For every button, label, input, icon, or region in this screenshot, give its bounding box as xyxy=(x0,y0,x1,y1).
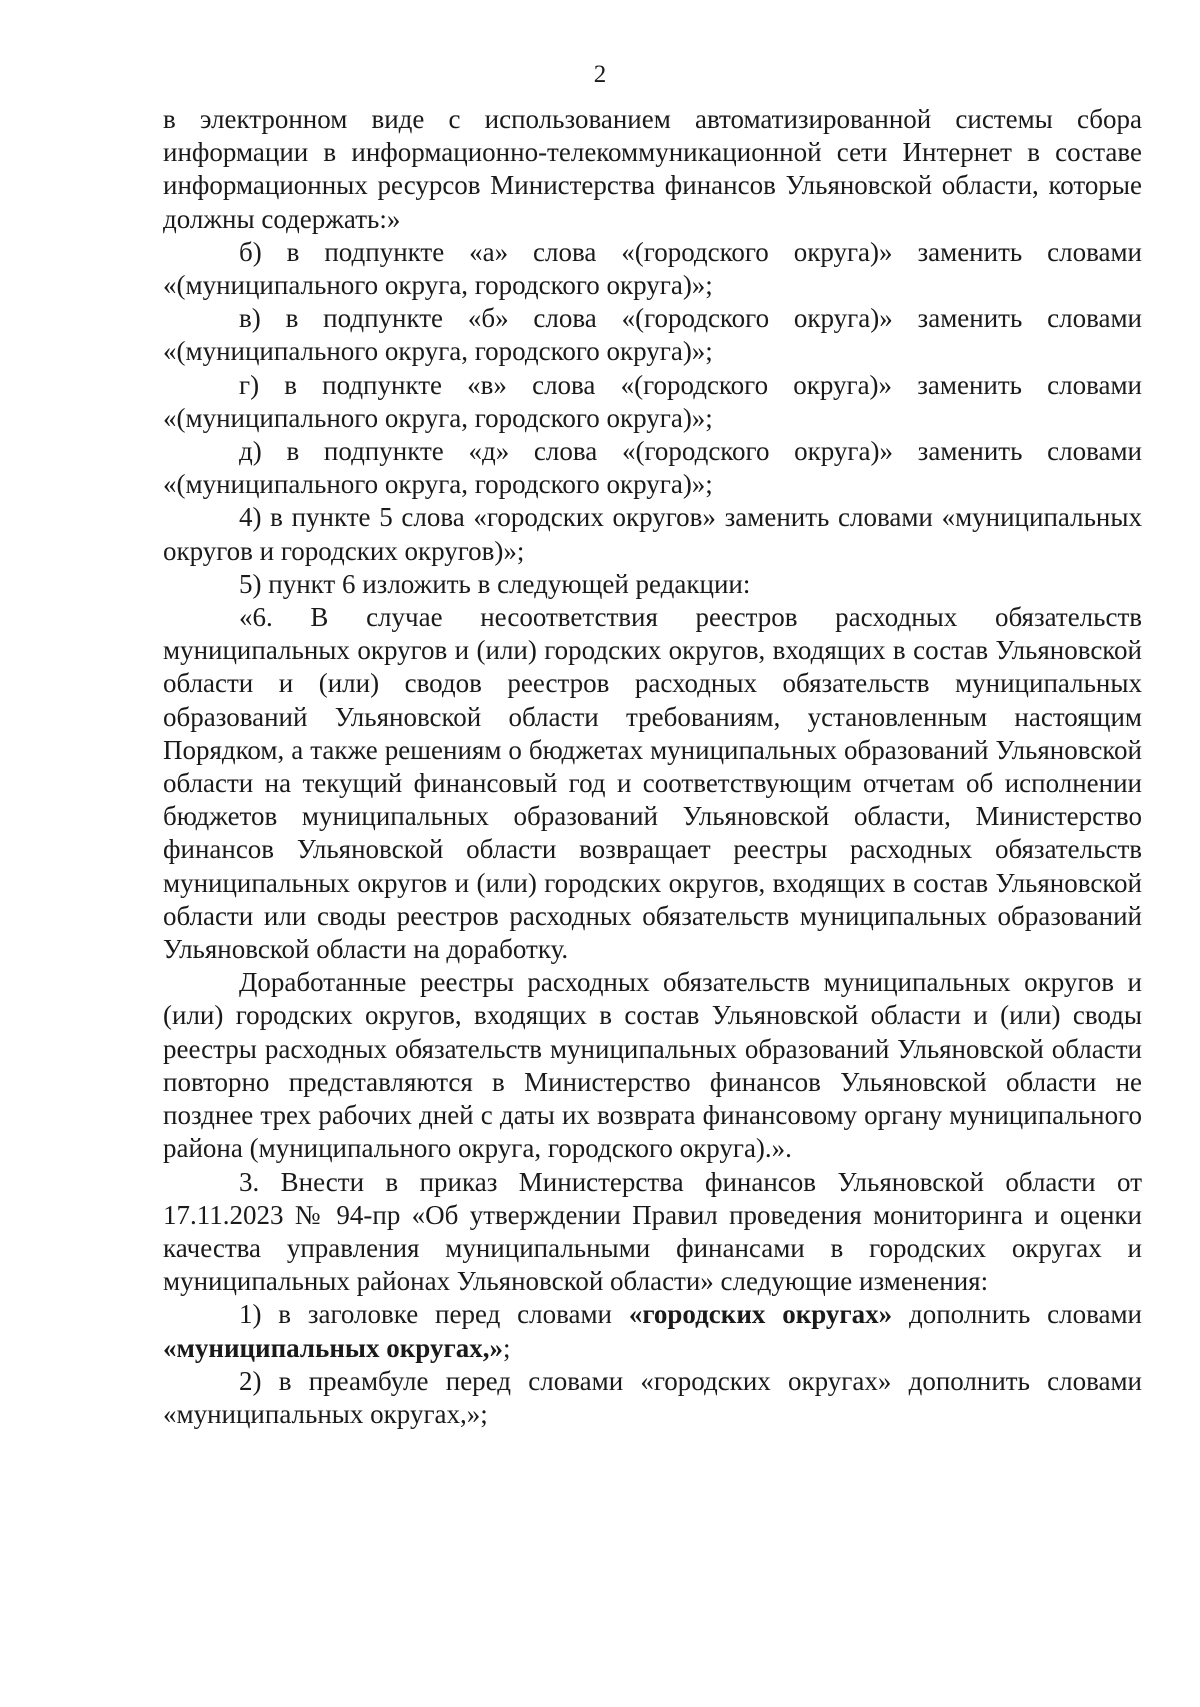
paragraph-subitem-d: д) в подпункте «д» слова «(городского округа)» заменить словами «(муниципального округа, городского округа)»; xyxy=(163,436,1142,500)
paragraph-clause-6: «6. В случае несоответствия реестров расходных обязательств муниципальных округов и (или) городских округов, входящих в состав Ульяновской области и (или) сводов реестров расходных обязательств муниципальных образований Ульяновской области требованиям, установленным настоящим Порядком, а также решениям о бюджетах муниципальных образований Ульяновской области на текущий финансовый год и соответствующим отчетам об исполнении бюджетов муниципальных образований Ульяновской области, Министерство финансов Ульяновской области возвращает реестры расходных обязательств муниципальных округов и (или) городских округов, входящих в состав Ульяновской области или своды реестров расходных обязательств муниципальных образований Ульяновской области на доработку. xyxy=(163,602,1142,965)
bold-text-run: «муниципальных округах,» xyxy=(163,1332,503,1363)
paragraph-item-5: 5) пункт 6 изложить в следующей редакции: xyxy=(239,568,751,599)
paragraph-item-3: 3. Внести в приказ Министерства финансов Ульяновской области от 17.11.2023 № 94-пр «Об утверждении Правил проведения мониторинга и оценки качества управления муниципальными финансами в городских округах и муниципальных районах Ульяновской области» следующие изменения: xyxy=(163,1166,1142,1297)
text-run: 1) в заголовке перед словами xyxy=(239,1299,629,1330)
text-run: дополнить словами xyxy=(892,1299,1142,1330)
paragraph-preamble-change: 2) в преамбуле перед словами «городских округах» дополнить словами «муниципальных округах,»; xyxy=(163,1365,1142,1429)
paragraph-continuation: в электронном виде с использованием автоматизированной системы сбора информации в информационно-телекоммуникационной сети Интернет в составе информационных ресурсов Министерства финансов Ульяновской области, которые должны содержать:» xyxy=(163,104,1142,234)
paragraph-subitem-g: г) в подпункте «в» слова «(городского округа)» заменить словами «(муниципального округа, городского округа)»; xyxy=(163,369,1142,433)
paragraph-subitem-b: б) в подпункте «а» слова «(городского округа)» заменить словами «(муниципального округа, городского округа)»; xyxy=(163,236,1142,301)
paragraph-item-4: 4) в пункте 5 слова «городских округов» заменить словами «муниципальных округов и городских округов)»; xyxy=(163,502,1142,566)
text-run: ; xyxy=(502,1332,511,1363)
paragraph-subitem-v: в) в подпункте «б» слова «(городского округа)» заменить словами «(муниципального округа, городского округа)»; xyxy=(163,303,1142,367)
document-body xyxy=(163,103,1142,1431)
page-number: 2 xyxy=(593,61,607,88)
paragraph-heading-change xyxy=(163,1298,1142,1364)
bold-text-run: «городских округах» xyxy=(628,1299,893,1330)
paragraph-reworked-registers: Доработанные реестры расходных обязательств муниципальных округов и (или) городских округов, входящих в состав Ульяновской области и (или) своды реестры расходных обязательств муниципальных образований Ульяновской области повторно представляются в Министерство финансов Ульяновской области не позднее трех рабочих дней с даты их возврата финансовому органу муниципального района (муниципального округа, городского округа).». xyxy=(163,967,1142,1164)
